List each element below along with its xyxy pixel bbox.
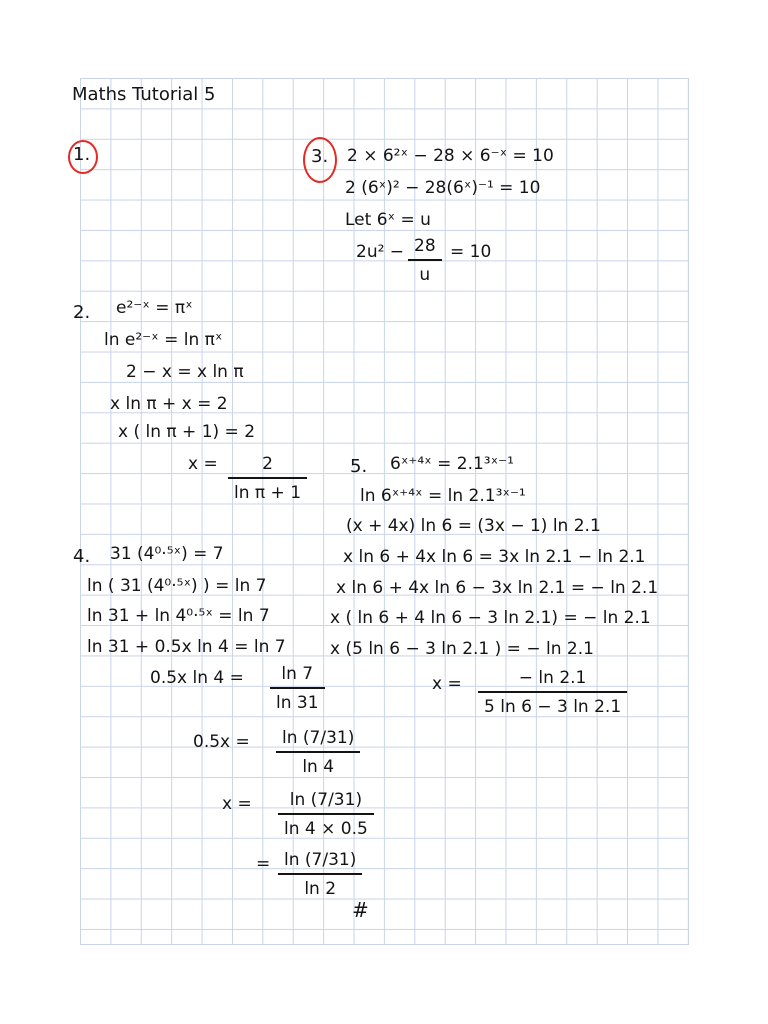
q1-number: 1. [73,144,91,165]
q5-line-8-left: x = [432,674,462,694]
end-hash-mark: # [352,898,369,922]
q5-fraction-denominator: 5 ln 6 − 3 ln 2.1 [484,697,622,717]
q4-line-3: ln 31 + ln 4⁰·⁵ˣ = ln 7 [87,606,270,626]
q4-fraction-2-denominator: ln 4 [302,757,335,777]
q3-line-2: 2 (6ˣ)² − 28(6ˣ)⁻¹ = 10 [345,178,541,198]
graph-paper-grid [80,78,689,945]
q3-line-3: Let 6ˣ = u [345,210,431,230]
page-title: Maths Tutorial 5 [72,84,216,105]
q2-number: 2. [73,302,91,323]
q5-line-5: x ln 6 + 4x ln 6 − 3x ln 2.1 = − ln 2.1 [336,578,659,598]
q2-line-1: e²⁻ˣ = πˣ [116,298,193,318]
q3-fraction-numerator: 28 [414,236,436,256]
q3-fraction-denominator: u [419,265,431,285]
q5-line-4: x ln 6 + 4x ln 6 = 3x ln 2.1 − ln 2.1 [343,547,646,567]
q4-fraction-4 [278,852,362,898]
q2-fraction [228,456,307,502]
q5-line-6: x ( ln 6 + 4 ln 6 − 3 ln 2.1) = − ln 2.1 [330,608,651,628]
q2-fraction-numerator: 2 [262,454,273,474]
q4-fraction-1-denominator: ln 31 [276,693,319,713]
q2-line-2: ln e²⁻ˣ = ln πˣ [104,330,223,350]
q4-line-7-left: x = [222,794,252,814]
q2-line-3: 2 − x = x ln π [126,362,244,382]
q2-fraction-denominator: ln π + 1 [234,483,302,503]
q3-fraction [408,238,442,284]
q4-fraction-3-numerator: ln (7/31) [289,790,363,810]
q5-number: 5. [350,456,368,477]
q4-line-2: ln ( 31 (4⁰·⁵ˣ) ) = ln 7 [87,576,267,596]
q4-line-5-left: 0.5x ln 4 = [150,668,244,688]
q4-line-8-left: = [256,854,271,874]
q3-line-1: 2 × 6²ˣ − 28 × 6⁻ˣ = 10 [347,146,554,166]
q5-line-7: x (5 ln 6 − 3 ln 2.1 ) = − ln 2.1 [330,639,594,659]
q4-fraction-4-numerator: ln (7/31) [284,850,357,870]
q5-fraction [478,670,627,716]
q4-number: 4. [73,546,91,567]
q2-line-5: x ( ln π + 1) = 2 [118,422,256,442]
q4-line-1: 31 (4⁰·⁵ˣ) = 7 [110,544,224,564]
q5-fraction-numerator: − ln 2.1 [518,668,587,688]
q5-line-2: ln 6ˣ⁺⁴ˣ = ln 2.1³ˣ⁻¹ [360,486,526,506]
q4-fraction-3-denominator: ln 4 × 0.5 [284,819,368,839]
q3-line-4-left: 2u² − [356,242,405,262]
q4-line-4: ln 31 + 0.5x ln 4 = ln 7 [87,637,286,657]
q2-line-4: x ln π + x = 2 [110,394,228,414]
q4-fraction-3 [278,792,374,838]
q4-fraction-2 [276,730,360,776]
q5-line-3: (x + 4x) ln 6 = (3x − 1) ln 2.1 [346,516,601,536]
q4-fraction-1 [270,666,325,712]
q3-line-4-right: = 10 [450,242,492,262]
q4-fraction-2-numerator: ln (7/31) [282,728,355,748]
q3-number: 3. [311,146,329,167]
q4-line-6-left: 0.5x = [193,732,250,752]
q4-fraction-1-numerator: ln 7 [281,664,314,684]
q5-line-1: 6ˣ⁺⁴ˣ = 2.1³ˣ⁻¹ [390,454,514,474]
q4-fraction-4-denominator: ln 2 [304,879,337,899]
q2-line-6-left: x = [188,454,218,474]
